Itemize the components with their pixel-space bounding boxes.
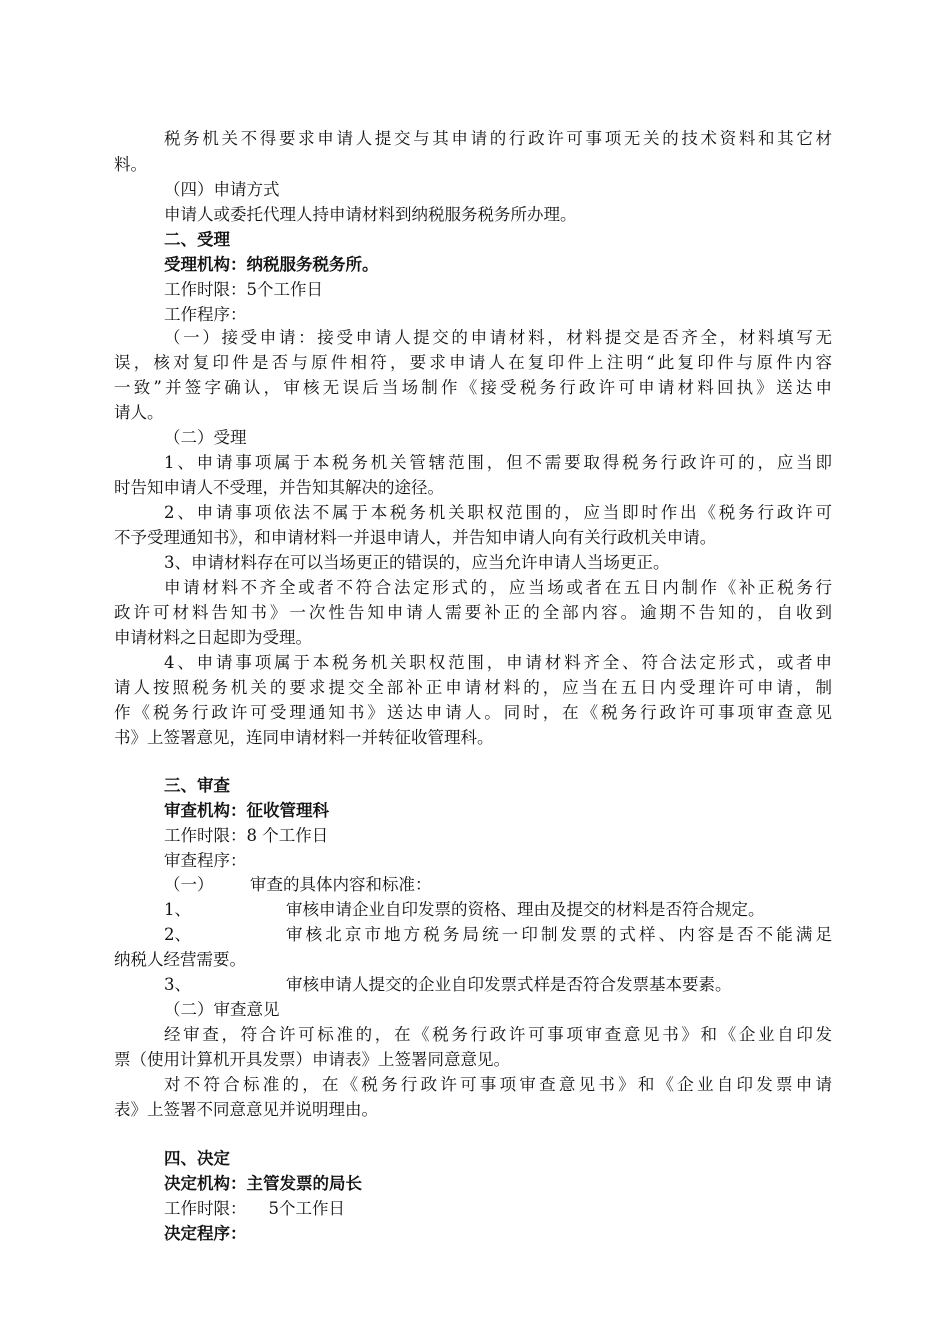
field-label: 审查机构： [164,801,247,820]
paragraph-line: 对不符合标准的，在《税务行政许可事项审查意见书》和《企业自印发票申请 [164,1075,832,1094]
field-value: 8 个工作日 [246,826,329,845]
paragraph-line: 不予受理通知书》，和申请材料一并退申请人，并告知申请人向有关行政机关申请。 [114,528,717,547]
paragraph-line: 请人。 [114,403,164,422]
list-item: 审核北京市地方税务局统一印制发票的式样、内容是否不能满足 [286,925,832,944]
paragraph-line: 4、申请事项属于本税务机关职权范围，申请材料齐全、符合法定形式，或者申 [164,653,832,672]
field-row [164,799,329,823]
paragraph-line: 经审查，符合许可标准的，在《税务行政许可事项审查意见书》和《企业自印发 [164,1025,832,1044]
field-label: 工作程序： [164,305,247,324]
field-label: 工作时限： [164,280,247,299]
field-label: 决定程序： [164,1224,247,1243]
paragraph-line: 1、申请事项属于本税务机关管辖范围，但不需要取得税务行政许可的，应当即 [164,453,832,472]
field-row [164,1172,362,1196]
paragraph-line: 票（使用计算机开具发票）申请表》上签署同意意见。 [114,1050,510,1069]
subsection-heading: （二）审查意见 [164,1000,280,1019]
field-label: 工作时限： [164,1199,247,1218]
section-heading: 二、受理 [164,230,230,249]
section-heading: 四、决定 [164,1149,230,1168]
paragraph-line: 税务机关不得要求申请人提交与其申请的行政许可事项无关的技术资料和其它材 [164,129,832,148]
field-value: 征收管理科 [246,801,329,820]
field-label: 决定机构： [164,1174,247,1193]
field-label: 工作时限： [164,826,247,845]
paragraph-line: 政许可材料告知书》一次性告知申请人需要补正的全部内容。逾期不告知的，自收到 [114,603,832,622]
paragraph-line: 申请人或委托代理人持申请材料到纳税服务税务所办理。 [164,205,577,224]
subsection-heading: 审查的具体内容和标准： [250,875,432,894]
list-item-number: 2、 [164,925,191,944]
field-row [164,824,328,848]
list-item-number: 1、 [164,900,191,919]
field-row [164,253,379,277]
paragraph-line: 误，核对复印件是否与原件相符，要求申请人在复印件上注明“此复印件与原件内容 [114,353,832,372]
paragraph-line: 时告知申请人不受理，并告知其解决的途径。 [114,478,444,497]
paragraph-line: 3、申请材料存在可以当场更正的错误的，应当允许申请人当场更正。 [164,553,670,572]
section-heading: 三、审查 [164,776,230,795]
paragraph-line: 表》上签署不同意意见并说明理由。 [114,1100,378,1119]
field-row [164,1197,345,1221]
paragraph-line: （一）接受申请：接受申请人提交的申请材料，材料提交是否齐全，材料填写无 [164,328,832,347]
field-value: 主管发票的局长 [246,1174,362,1193]
subsection-number: （一） [164,875,214,894]
field-label: 审查程序： [164,851,247,870]
list-item-number: 3、 [164,975,191,994]
list-item-continuation: 纳税人经营需要。 [114,950,246,969]
field-label: 受理机构： [164,255,247,274]
subsection-heading: （二）受理 [164,428,247,447]
paragraph-line: 书》上签署意见，连同申请材料一并转征收管理科。 [114,728,494,747]
paragraph-line: 一致”并签字确认，审核无误后当场制作《接受税务行政许可申请材料回执》送达申 [114,378,832,397]
field-row [164,278,323,302]
paragraph-line: 申请材料不齐全或者不符合法定形式的，应当场或者在五日内制作《补正税务行 [164,578,832,597]
field-value: 纳税服务税务所。 [246,255,379,274]
paragraph-line: 申请材料之日起即为受理。 [114,628,312,647]
list-item: 审核申请人提交的企业自印发票式样是否符合发票基本要素。 [286,975,732,994]
field-value: 5个工作日 [246,280,323,299]
paragraph-line: 料。 [114,155,147,174]
paragraph-line: 请人按照税务机关的要求提交全部补正申请材料的，应当在五日内受理许可申请，制 [114,678,832,697]
paragraph-line: 作《税务行政许可受理通知书》送达申请人。同时，在《税务行政许可事项审查意见 [114,703,832,722]
list-item: 审核申请企业自印发票的资格、理由及提交的材料是否符合规定。 [286,900,765,919]
field-value: 5个工作日 [268,1199,345,1218]
section-heading: （四）申请方式 [164,180,280,199]
paragraph-line: 2、申请事项依法不属于本税务机关职权范围的，应当即时作出《税务行政许可 [164,503,832,522]
